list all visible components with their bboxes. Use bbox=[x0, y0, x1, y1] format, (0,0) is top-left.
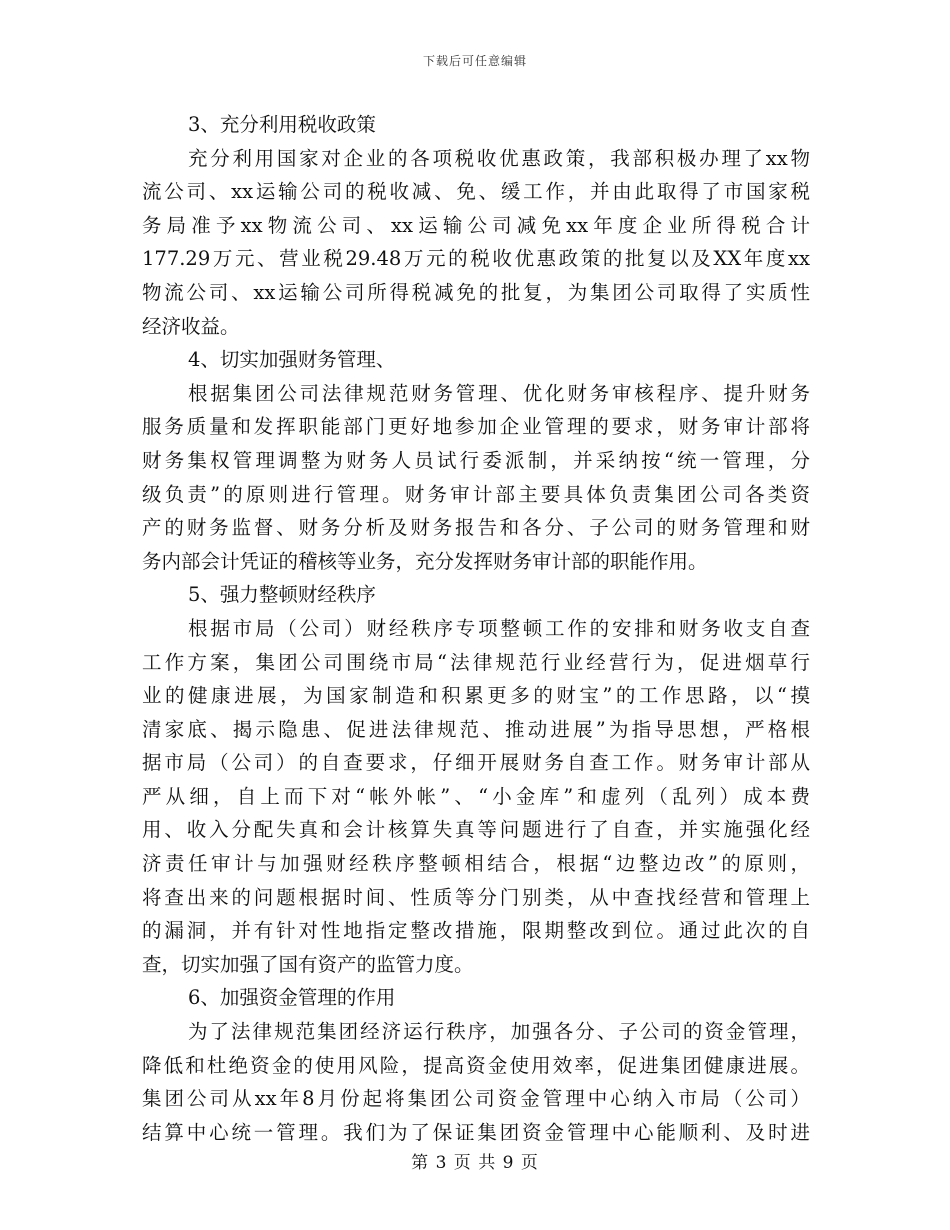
text-line: 降低和杜绝资金的使用风险，提高资金使用效率，促进集团健康进展。 bbox=[142, 1053, 810, 1077]
text-line: 为了法律规范集团经济运行秩序，加强各分、子公司的资金管理， bbox=[188, 1020, 810, 1044]
text-line: 服务质量和发挥职能部门更好地参加企业管理的要求，财务审计部将 bbox=[142, 415, 810, 439]
text-line: 工作方案，集团公司围绕市局“法律规范行业经营行为，促进烟草行 bbox=[142, 650, 810, 674]
text-line: 务内部会计凭证的稽核等业务，充分发挥财务审计部的职能作用。 bbox=[142, 549, 708, 573]
text-line: 严从细，自上而下对“帐外帐”、“小金库”和虚列（乱列）成本费 bbox=[142, 784, 810, 808]
text-line: 根据市局（公司）财经秩序专项整顿工作的安排和财务收支自查 bbox=[188, 616, 810, 640]
text-line: 4、切实加强财务管理、 bbox=[188, 348, 396, 372]
text-line: 充分利用国家对企业的各项税收优惠政策，我部积极办理了xx物 bbox=[188, 146, 810, 170]
text-line: 177.29万元、营业税29.48万元的税收优惠政策的批复以及XX年度xx bbox=[142, 247, 810, 271]
text-line: 的漏洞，并有针对性地指定整改措施，限期整改到位。通过此次的自 bbox=[142, 919, 810, 943]
text-line: 集团公司从xx年8月份起将集团公司资金管理中心纳入市局（公司） bbox=[142, 1087, 810, 1111]
text-line: 3、充分利用税收政策 bbox=[188, 113, 376, 136]
text-line: 据市局（公司）的自查要求，仔细开展财务自查工作。财务审计部从 bbox=[142, 751, 810, 775]
text-line: 用、收入分配失真和会计核算失真等问题进行了自查，并实施强化经 bbox=[142, 818, 810, 842]
text-line: 济责任审计与加强财经秩序整顿相结合，根据“边整边改”的原则， bbox=[142, 852, 810, 876]
text-line: 5、强力整顿财经秩序 bbox=[188, 583, 376, 607]
text-line: 结算中心统一管理。我们为了保证集团资金管理中心能顺利、及时进 bbox=[142, 1120, 810, 1144]
text-line: 查，切实加强了国有资产的监管力度。 bbox=[142, 952, 474, 976]
text-line: 财务集权管理调整为财务人员试行委派制，并采纳按“统一管理，分 bbox=[142, 448, 810, 472]
text-line: 产的财务监督、财务分析及财务报告和各分、子公司的财务管理和财 bbox=[142, 516, 810, 540]
text-line: 清家底、揭示隐患、促进法律规范、推动进展”为指导思想，严格根 bbox=[142, 717, 810, 741]
text-line: 流公司、xx运输公司的税收减、免、缓工作，并由此取得了市国家税 bbox=[142, 180, 810, 204]
text-line: 物流公司、xx运输公司所得税减免的批复，为集团公司取得了实质性 bbox=[142, 280, 810, 304]
document-body bbox=[142, 108, 810, 1149]
page-header: 下载后可任意编辑 bbox=[422, 54, 527, 68]
text-line: 将查出来的问题根据时间、性质等分门别类，从中查找经营和管理上 bbox=[142, 885, 810, 909]
text-line: 级负责”的原则进行管理。财务审计部主要具体负责集团公司各类资 bbox=[142, 482, 810, 506]
text-line: 业的健康进展，为国家制造和积累更多的财宝”的工作思路，以“摸 bbox=[142, 684, 810, 708]
text-line: 6、加强资金管理的作用 bbox=[188, 986, 396, 1010]
text-line: 经济收益。 bbox=[142, 314, 240, 338]
text-line: 务局准予xx物流公司、xx运输公司减免xx年度企业所得税合计 bbox=[142, 213, 810, 237]
text-line: 根据集团公司法律规范财务管理、优化财务审核程序、提升财务 bbox=[188, 381, 810, 405]
page-number-footer: 第 3 页 共 9 页 bbox=[411, 1153, 539, 1173]
